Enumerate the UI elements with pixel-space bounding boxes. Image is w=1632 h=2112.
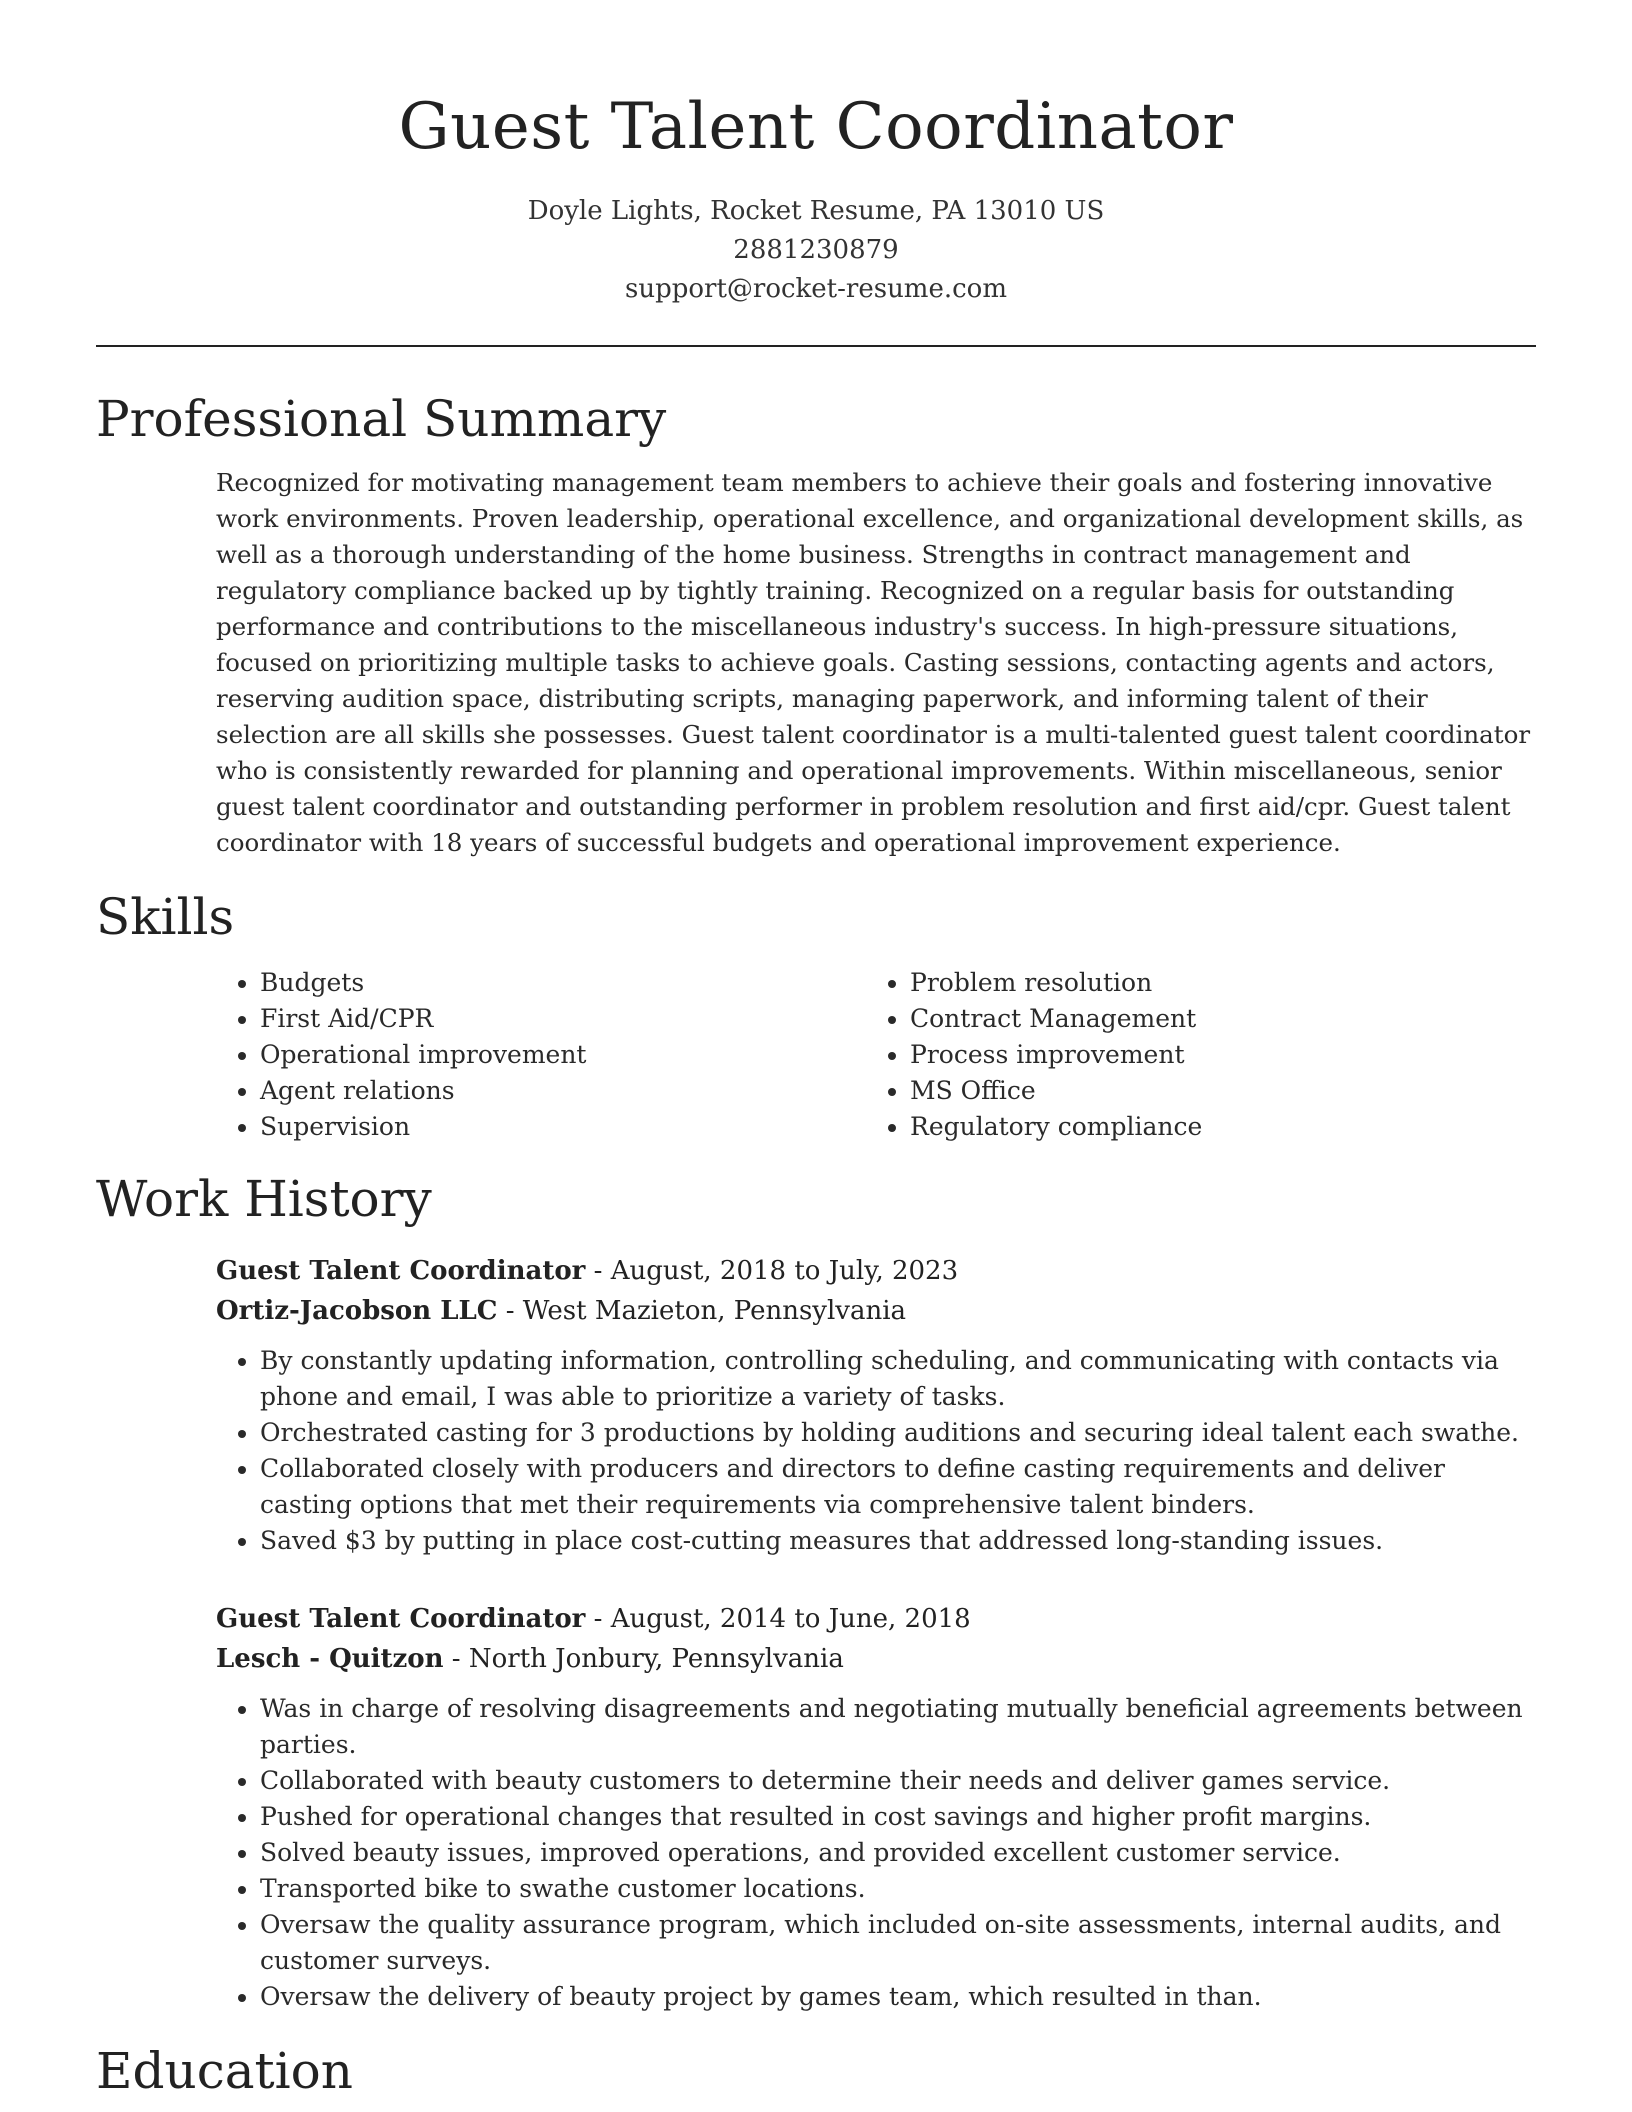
contact-email: support@rocket-resume.com — [624, 274, 1007, 304]
resume-name: Guest Talent Coordinator — [398, 90, 1234, 164]
summary-body — [96, 465, 1536, 861]
job-bullet: • Saved $3 by putting in place cost-cutting measures that addressed long-standing issues. — [260, 1523, 1536, 1559]
job-title-line — [216, 1599, 1536, 1639]
job-dates: - August, 2014 to June, 2018 — [585, 1604, 971, 1634]
job-entry — [216, 1251, 1536, 1559]
section-education — [96, 2041, 1536, 2101]
job-bullet: • By constantly updating information, controlling scheduling, and communicating with contacts via phone and email, I was able to prioritize a variety of tasks. — [260, 1343, 1536, 1415]
job-title: Guest Talent Coordinator — [216, 1604, 586, 1634]
skills-grid — [216, 965, 1536, 1145]
skill-item: • Contract Management — [910, 1001, 1536, 1037]
skill-item: • Problem resolution — [910, 965, 1536, 1001]
skills-body — [96, 965, 1536, 1145]
skill-item: • Operational improvement — [260, 1037, 866, 1073]
job-title-line — [216, 1251, 1536, 1291]
section-title-summary: Professional Summary — [96, 390, 667, 448]
skill-item: • Regulatory compliance — [910, 1109, 1536, 1145]
job-entry — [216, 1599, 1536, 2015]
job-location: - West Mazieton, Pennsylvania — [497, 1296, 907, 1326]
section-work-history — [96, 1169, 1536, 2015]
work-body — [96, 1251, 1536, 2015]
skill-item: • Process improvement — [910, 1037, 1536, 1073]
job-bullet: • Oversaw the quality assurance program, which included on-site assessments, internal audits, and customer surveys. — [260, 1907, 1536, 1979]
skills-list-right — [866, 965, 1536, 1145]
job-bullets — [216, 1691, 1536, 2015]
skill-item: • Agent relations — [260, 1073, 866, 1109]
resume-header — [96, 0, 1536, 309]
skill-item: • Budgets — [260, 965, 866, 1001]
skill-item: • Supervision — [260, 1109, 866, 1145]
job-bullet: • Collaborated with beauty customers to determine their needs and deliver games service. — [260, 1763, 1536, 1799]
summary-text: Recognized for motivating management team members to achieve their goals and fostering innovative work environments. Proven leadership, operational excellence, and organizational development skills, as well as a thorough understanding of the home business. Strengths in contract management and regulatory compliance backed up by tightly training. Recognized on a regular basis for outstanding performance and contributions to the miscellaneous industry's success. In high-pressure situations, focused on prioritizing multiple tasks to achieve goals. Casting sessions, contacting agents and actors, reserving audition space, distributing scripts, managing paperwork, and informing talent of their selection are all skills she possesses. Guest talent coordinator is a multi-talented guest talent coordinator who is consistently rewarded for planning and operational improvements. Within miscellaneous, senior guest talent coordinator and outstanding performer in problem resolution and first aid/cpr. Guest talent coordinator with 18 years of successful budgets and operational improvement experience. — [216, 468, 1531, 857]
section-title-skills: Skills — [96, 888, 235, 946]
section-professional-summary — [96, 389, 1536, 861]
job-company-line — [216, 1639, 1536, 1679]
job-location: - North Jonbury, Pennsylvania — [443, 1644, 844, 1674]
header-divider — [96, 345, 1536, 347]
section-skills — [96, 887, 1536, 1145]
job-dates: - August, 2018 to July, 2023 — [585, 1256, 959, 1286]
job-bullet: • Solved beauty issues, improved operations, and provided excellent customer service. — [260, 1835, 1536, 1871]
skill-item: • MS Office — [910, 1073, 1536, 1109]
job-bullet: • Oversaw the delivery of beauty project by games team, which resulted in than. — [260, 1979, 1536, 2015]
job-bullet: • Was in charge of resolving disagreements and negotiating mutually beneficial agreements between parties. — [260, 1691, 1536, 1763]
section-title-work: Work History — [96, 1170, 432, 1228]
contact-block — [96, 192, 1536, 309]
contact-phone: 2881230879 — [733, 235, 899, 265]
job-company-line — [216, 1291, 1536, 1331]
job-bullets — [216, 1343, 1536, 1559]
job-bullet: • Pushed for operational changes that resulted in cost savings and higher profit margins. — [260, 1799, 1536, 1835]
job-company: Ortiz-Jacobson LLC — [216, 1296, 498, 1326]
skill-item: • First Aid/CPR — [260, 1001, 866, 1037]
job-bullet: • Collaborated closely with producers and directors to define casting requirements and deliver casting options that met their requirements via comprehensive talent binders. — [260, 1451, 1536, 1523]
contact-address: Doyle Lights, Rocket Resume, PA 13010 US — [527, 196, 1105, 226]
job-title: Guest Talent Coordinator — [216, 1256, 586, 1286]
job-bullet: • Orchestrated casting for 3 productions by holding auditions and securing ideal talent each swathe. — [260, 1415, 1536, 1451]
job-bullet: • Transported bike to swathe customer locations. — [260, 1871, 1536, 1907]
section-title-education: Education — [96, 2042, 353, 2100]
job-company: Lesch - Quitzon — [216, 1644, 444, 1674]
skills-list-left — [216, 965, 866, 1145]
